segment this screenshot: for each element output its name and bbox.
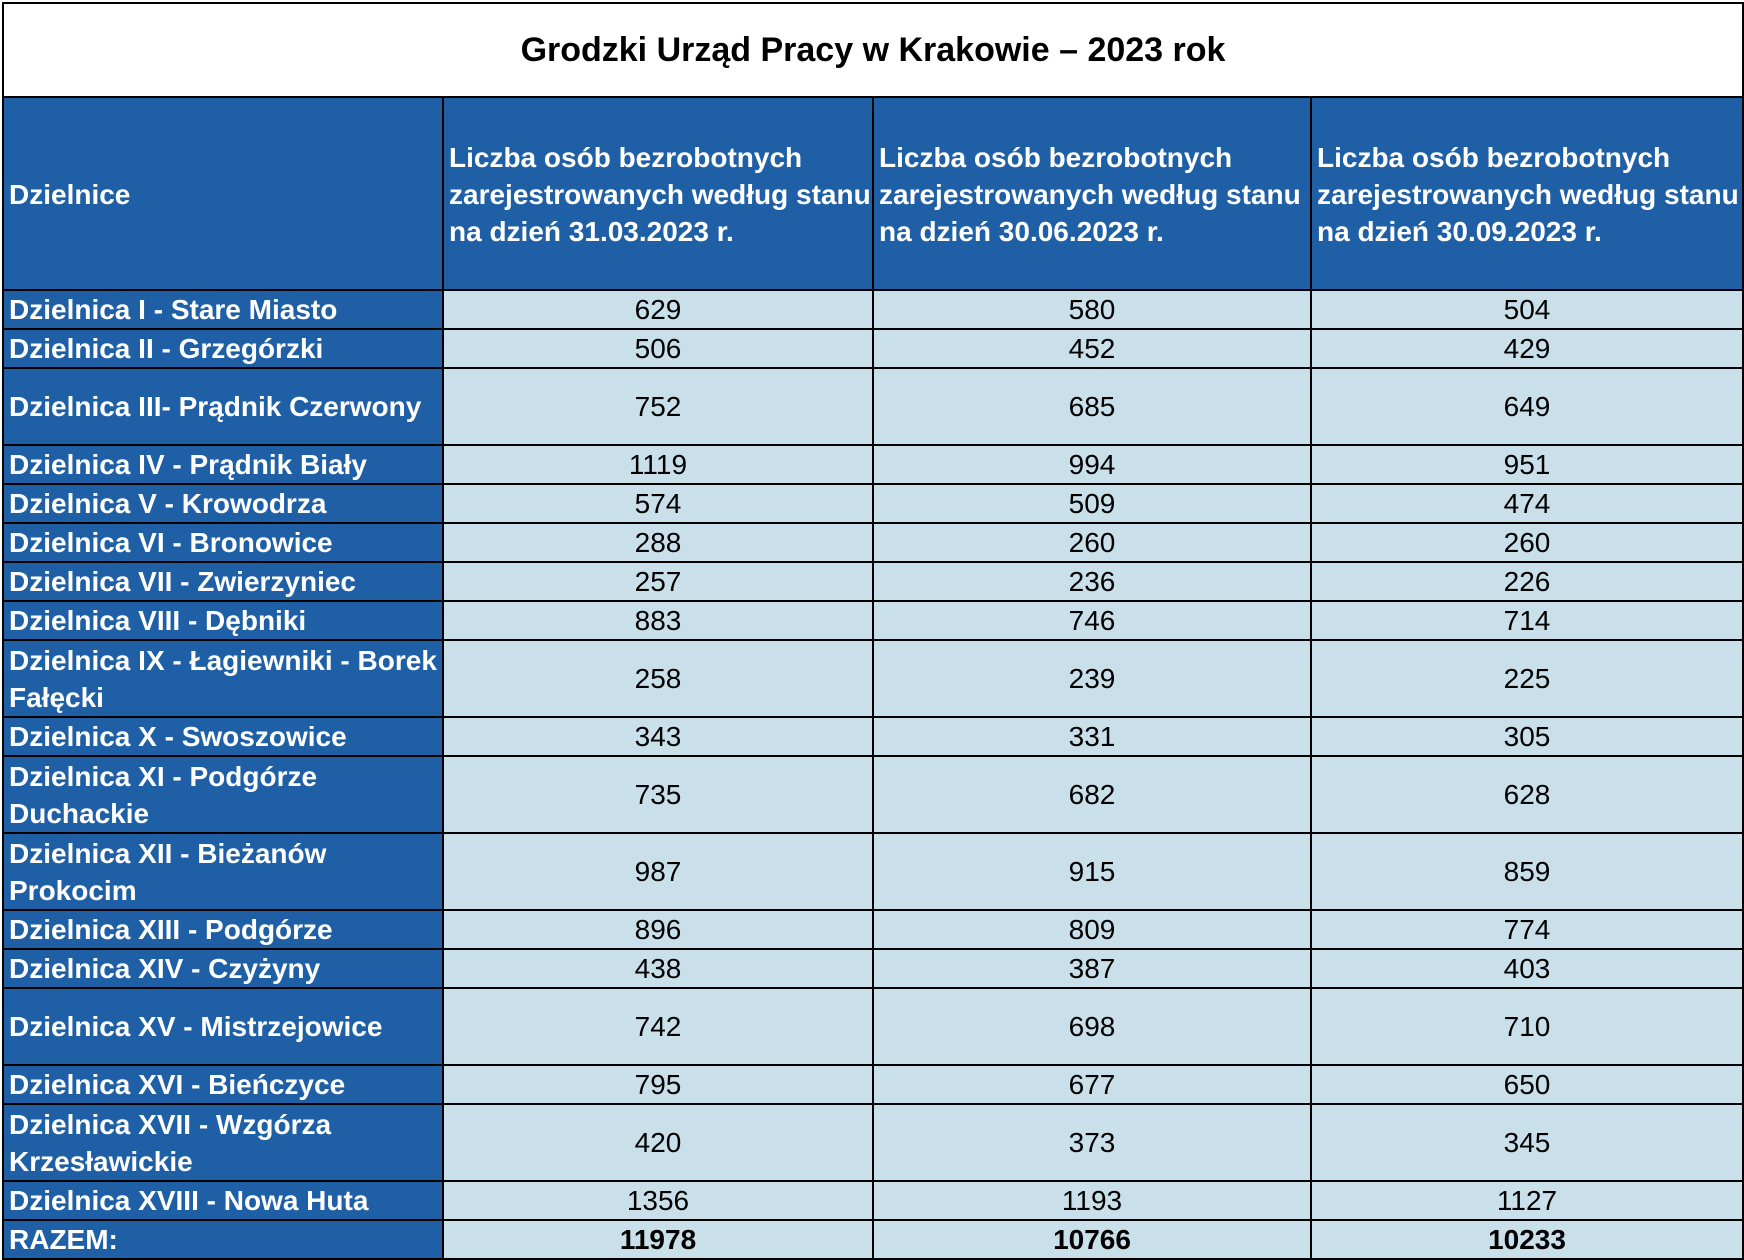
- value-q3: 403: [1311, 949, 1743, 988]
- value-q3: 774: [1311, 910, 1743, 949]
- table-row: [3, 523, 1743, 562]
- header-q2-label: Liczba osób bezrobotnych zarejestrowanych według stanu na dzień 30.06.2023 r.: [879, 142, 1301, 247]
- header-q1: [443, 97, 873, 290]
- value-q1: 883: [443, 601, 873, 640]
- table-row: [3, 910, 1743, 949]
- value-q3: 429: [1311, 329, 1743, 368]
- district-name: Dzielnica III- Prądnik Czerwony: [3, 368, 443, 445]
- table-row: [3, 640, 1743, 717]
- district-name: Dzielnica XVIII - Nowa Huta: [3, 1181, 443, 1220]
- data-table-container: [2, 2, 1742, 1260]
- value-q2: 509: [873, 484, 1311, 523]
- district-name: Dzielnica IV - Prądnik Biały: [3, 445, 443, 484]
- district-name: Dzielnica VII - Zwierzyniec: [3, 562, 443, 601]
- value-q3: 225: [1311, 640, 1743, 717]
- table-row: [3, 445, 1743, 484]
- district-name: Dzielnica IX - Łagiewniki - Borek Fałęcki: [3, 640, 443, 717]
- value-q2: 373: [873, 1104, 1311, 1181]
- table-row: [3, 833, 1743, 910]
- district-name: Dzielnica I - Stare Miasto: [3, 290, 443, 329]
- value-q1: 1119: [443, 445, 873, 484]
- table-row: [3, 329, 1743, 368]
- value-q3: 226: [1311, 562, 1743, 601]
- value-q3: 628: [1311, 756, 1743, 833]
- district-name: Dzielnica VIII - Dębniki: [3, 601, 443, 640]
- value-q1: 258: [443, 640, 873, 717]
- value-q2: 682: [873, 756, 1311, 833]
- district-name: Dzielnica V - Krowodrza: [3, 484, 443, 523]
- value-q1: 288: [443, 523, 873, 562]
- value-q2: 698: [873, 988, 1311, 1065]
- value-q2: 915: [873, 833, 1311, 910]
- header-q1-label: Liczba osób bezrobotnych zarejestrowanych według stanu na dzień 31.03.2023 r.: [449, 142, 871, 247]
- title-row: [3, 3, 1743, 97]
- district-name: Dzielnica XV - Mistrzejowice: [3, 988, 443, 1065]
- table-row: [3, 988, 1743, 1065]
- total-q3: 10233: [1311, 1220, 1743, 1259]
- table-row: [3, 1104, 1743, 1181]
- value-q2: 236: [873, 562, 1311, 601]
- value-q1: 896: [443, 910, 873, 949]
- value-q3: 504: [1311, 290, 1743, 329]
- table-row: [3, 601, 1743, 640]
- total-q1: 11978: [443, 1220, 873, 1259]
- value-q2: 452: [873, 329, 1311, 368]
- value-q2: 809: [873, 910, 1311, 949]
- table-row: [3, 290, 1743, 329]
- value-q2: 746: [873, 601, 1311, 640]
- value-q1: 987: [443, 833, 873, 910]
- table-row: [3, 484, 1743, 523]
- total-q2: 10766: [873, 1220, 1311, 1259]
- table-row: [3, 949, 1743, 988]
- value-q3: 650: [1311, 1065, 1743, 1104]
- value-q1: 1356: [443, 1181, 873, 1220]
- district-name: Dzielnica X - Swoszowice: [3, 717, 443, 756]
- header-districts: [3, 97, 443, 290]
- value-q2: 685: [873, 368, 1311, 445]
- value-q2: 260: [873, 523, 1311, 562]
- value-q3: 1127: [1311, 1181, 1743, 1220]
- header-q2: [873, 97, 1311, 290]
- value-q1: 629: [443, 290, 873, 329]
- district-name: Dzielnica XII - Bieżanów Prokocim: [3, 833, 443, 910]
- district-name: Dzielnica XI - Podgórze Duchackie: [3, 756, 443, 833]
- value-q3: 859: [1311, 833, 1743, 910]
- value-q3: 649: [1311, 368, 1743, 445]
- total-label: RAZEM:: [3, 1220, 443, 1259]
- table-row: [3, 756, 1743, 833]
- district-name: Dzielnica XIII - Podgórze: [3, 910, 443, 949]
- value-q3: 260: [1311, 523, 1743, 562]
- value-q2: 387: [873, 949, 1311, 988]
- header-row: [3, 97, 1743, 290]
- value-q1: 506: [443, 329, 873, 368]
- value-q3: 951: [1311, 445, 1743, 484]
- table-row: [3, 368, 1743, 445]
- value-q1: 420: [443, 1104, 873, 1181]
- value-q2: 331: [873, 717, 1311, 756]
- value-q2: 1193: [873, 1181, 1311, 1220]
- value-q2: 994: [873, 445, 1311, 484]
- total-row: [3, 1220, 1743, 1259]
- table-title: Grodzki Urząd Pracy w Krakowie – 2023 rok: [3, 3, 1743, 97]
- value-q1: 795: [443, 1065, 873, 1104]
- value-q2: 239: [873, 640, 1311, 717]
- value-q1: 742: [443, 988, 873, 1065]
- unemployment-table: [2, 2, 1744, 1260]
- table-row: [3, 1065, 1743, 1104]
- value-q2: 677: [873, 1065, 1311, 1104]
- district-name: Dzielnica XVII - Wzgórza Krzesławickie: [3, 1104, 443, 1181]
- value-q3: 345: [1311, 1104, 1743, 1181]
- value-q1: 735: [443, 756, 873, 833]
- table-row: [3, 1181, 1743, 1220]
- value-q2: 580: [873, 290, 1311, 329]
- district-name: Dzielnica XIV - Czyżyny: [3, 949, 443, 988]
- header-q3: [1311, 97, 1743, 290]
- district-name: Dzielnica VI - Bronowice: [3, 523, 443, 562]
- value-q3: 714: [1311, 601, 1743, 640]
- value-q3: 305: [1311, 717, 1743, 756]
- value-q3: 474: [1311, 484, 1743, 523]
- value-q1: 438: [443, 949, 873, 988]
- value-q1: 257: [443, 562, 873, 601]
- district-name: Dzielnica XVI - Bieńczyce: [3, 1065, 443, 1104]
- table-row: [3, 717, 1743, 756]
- value-q1: 574: [443, 484, 873, 523]
- value-q1: 343: [443, 717, 873, 756]
- header-q3-label: Liczba osób bezrobotnych zarejestrowanych według stanu na dzień 30.09.2023 r.: [1317, 142, 1739, 247]
- header-districts-label: Dzielnice: [9, 179, 131, 210]
- value-q3: 710: [1311, 988, 1743, 1065]
- value-q1: 752: [443, 368, 873, 445]
- district-name: Dzielnica II - Grzegórzki: [3, 329, 443, 368]
- table-row: [3, 562, 1743, 601]
